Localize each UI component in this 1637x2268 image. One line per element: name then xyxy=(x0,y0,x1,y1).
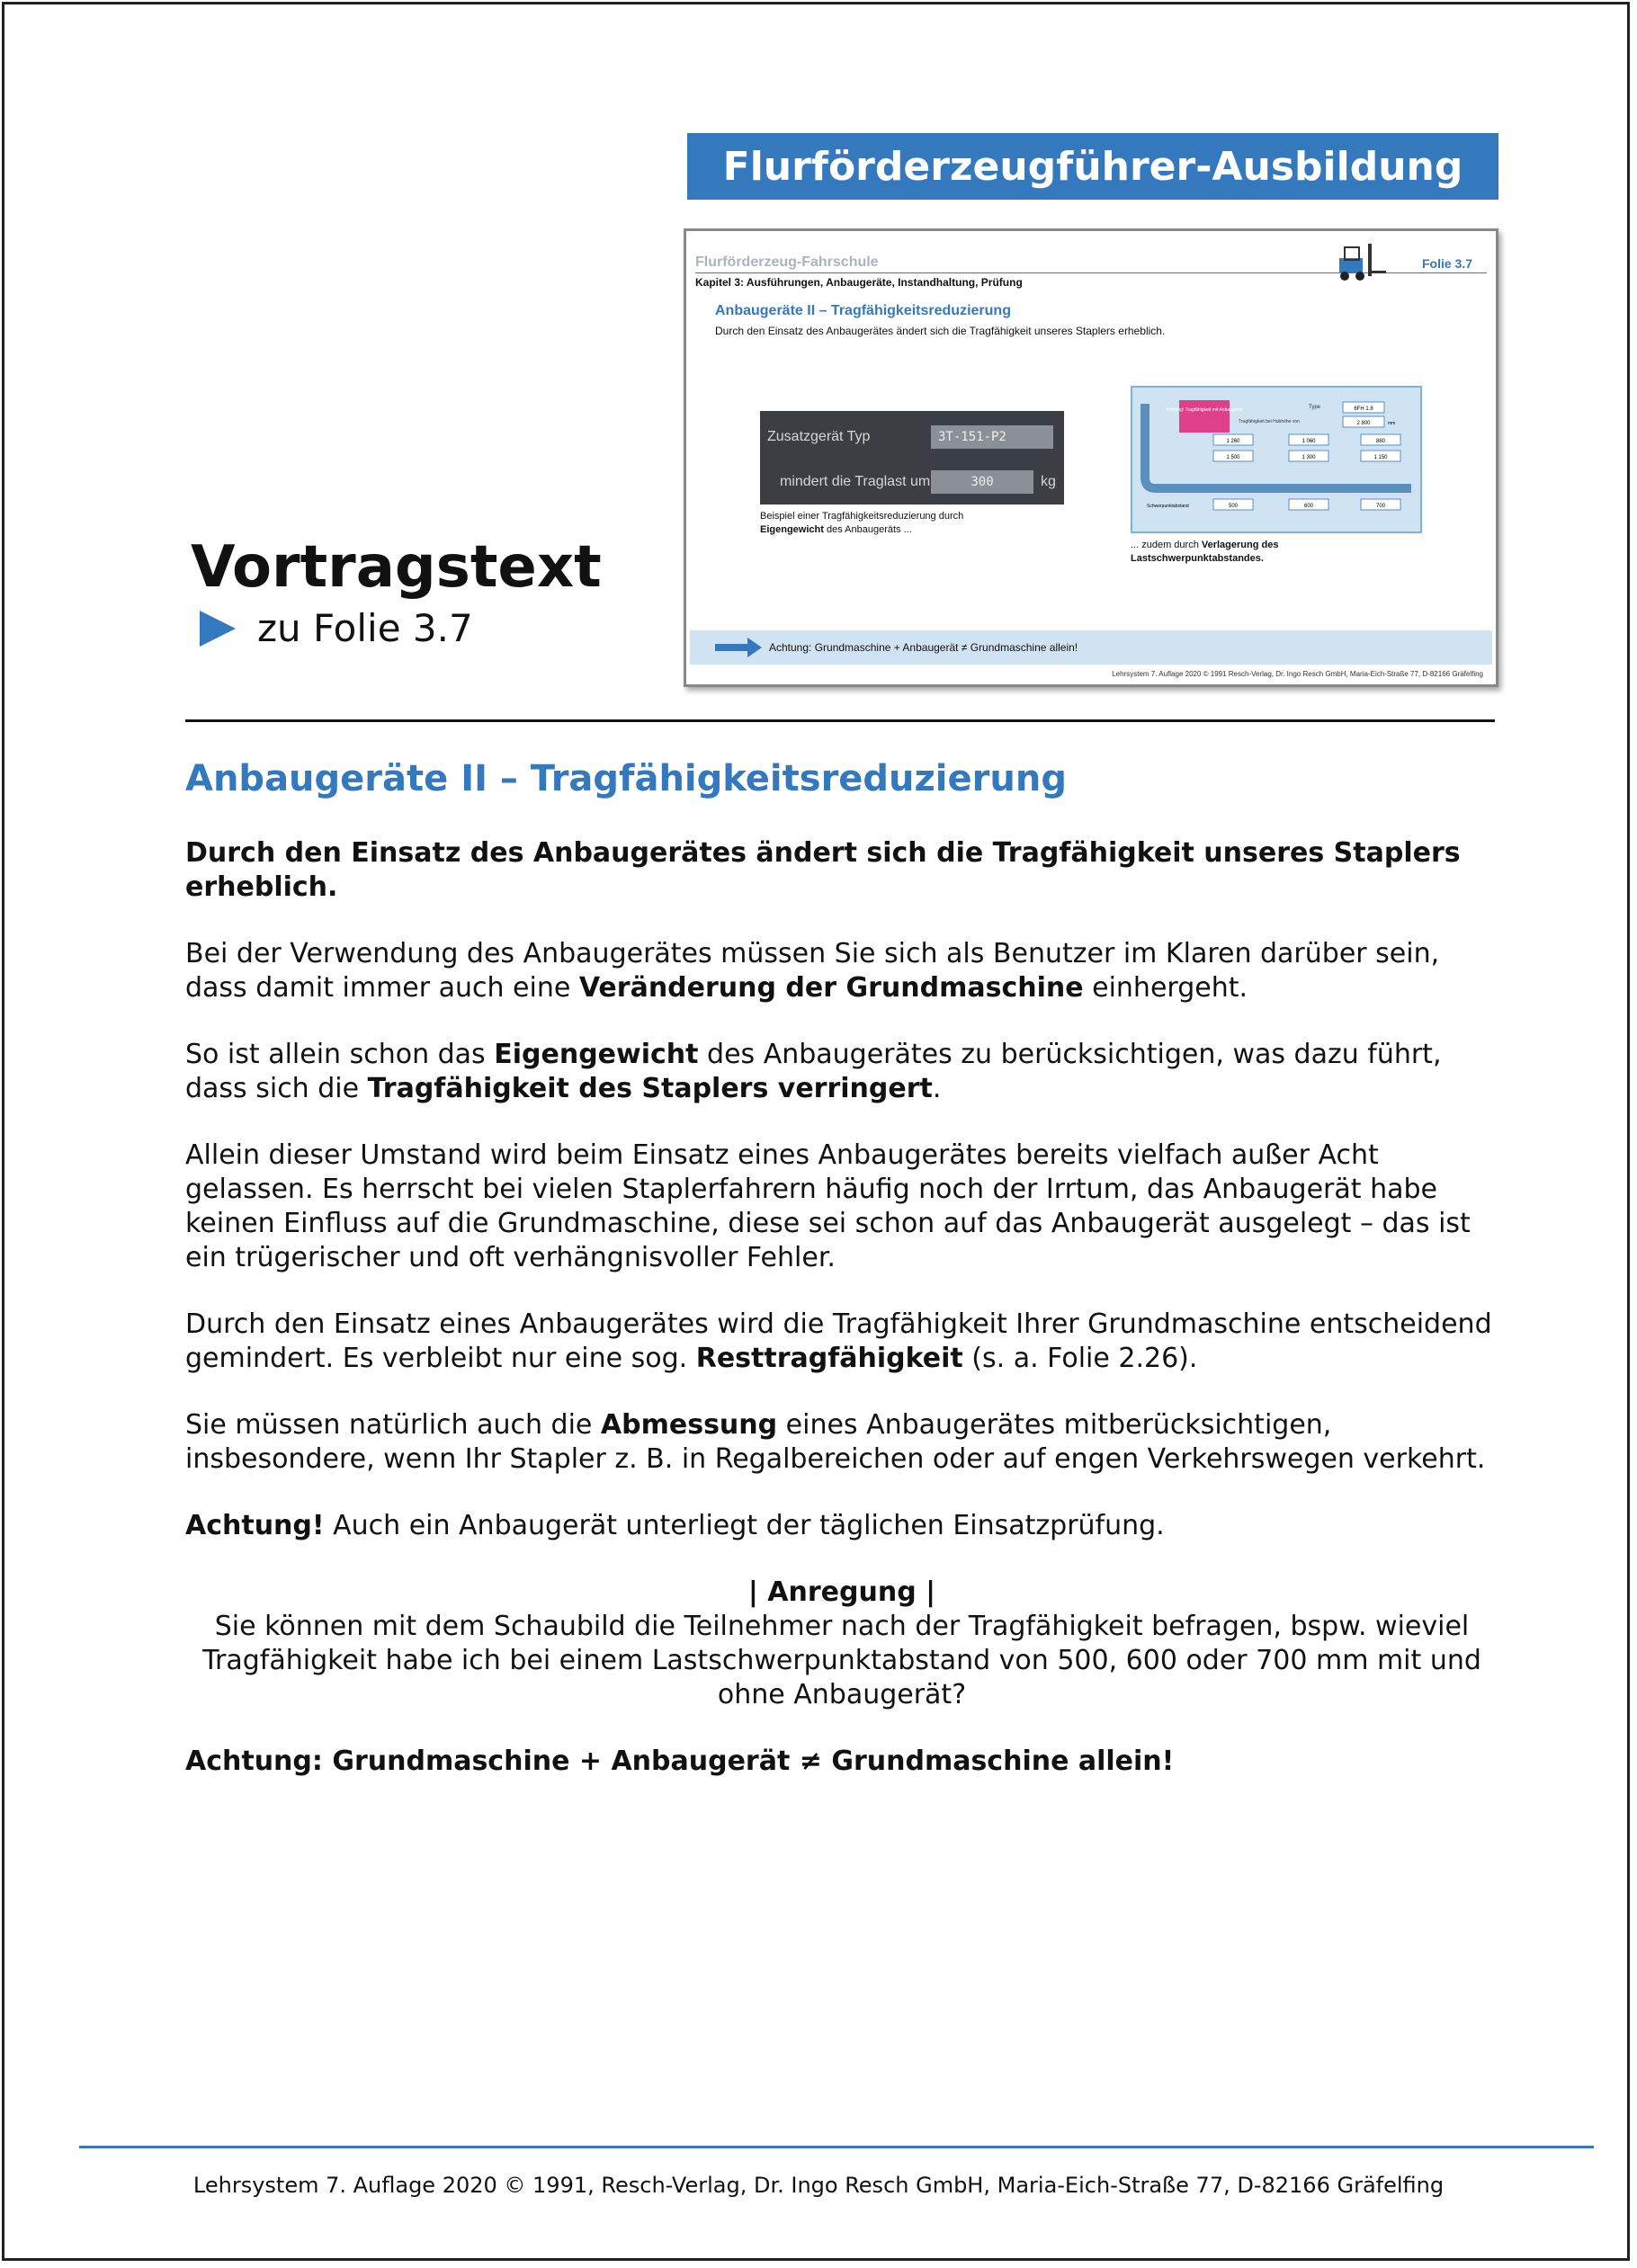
forklift-icon xyxy=(1336,242,1388,281)
diagram-with-value-2: 880 xyxy=(1375,439,1386,444)
p5a: Durch den Einsatz eines Anbaugerätes wird die Tragfähigkeit Ihrer Grundmaschine entscheidend gemindert. Es verbleibt nur eine sog. xyxy=(185,1308,1492,1374)
slide-title: Anbaugeräte II – Tragfähigkeitsreduzierung xyxy=(715,303,1011,318)
p6a: Sie müssen natürlich auch die xyxy=(185,1409,601,1441)
plate-value-2: 300 xyxy=(931,470,1033,494)
caption2-bold-2: Lastschwerpunktabstandes. xyxy=(1131,553,1264,564)
lecture-content xyxy=(185,757,1498,1811)
p2c: einhergeht. xyxy=(1083,972,1248,1004)
diagram-without-value-2: 1 150 xyxy=(1373,455,1388,460)
paragraph-6 xyxy=(185,1408,1498,1477)
final-warning xyxy=(185,1745,1498,1779)
p6c: eines Anbaugerätes mitberücksichtigen, insbesondere, wenn Ihr Stapler z. B. in Regalbereichen oder auf engen Verkehrswegen verkehrt. xyxy=(185,1409,1486,1475)
load-capacity-diagram xyxy=(1131,386,1422,533)
diagram-with-value-0: 1 260 xyxy=(1226,439,1240,444)
slide-chapter: Kapitel 3: Ausführungen, Anbaugeräte, Instandhaltung, Prüfung xyxy=(695,276,1023,289)
slide-brand: Flurförderzeug-Fahrschule xyxy=(695,254,879,270)
paragraph-3 xyxy=(185,1038,1498,1106)
p3a: So ist allein schon das xyxy=(185,1039,495,1070)
slide-copyright: Lehrsystem 7. Auflage 2020 © 1991 Resch-Verlag, Dr. Ingo Resch GmbH, Maria-Eich-Straße 77, D-82166 Gräfelfing xyxy=(1112,670,1483,678)
plate-unit: kg xyxy=(1041,474,1056,489)
paragraph-1 xyxy=(185,836,1498,905)
diagram-tag: Achtung! Tragfähigkeit mit Anbaugerät xyxy=(1166,407,1243,413)
content-heading: Anbaugeräte II – Tragfähigkeitsreduzierung xyxy=(185,758,1067,799)
diagram-mm-label: mm xyxy=(1388,421,1396,426)
p2b: Veränderung der Grundmaschine xyxy=(578,972,1084,1004)
anregung-text: Sie können mit dem Schaubild die Teilnehmer nach der Tragfähigkeit befragen, bspw. wieviel Tragfähigkeit habe ich bei einem Lastschwerpunktabstand von 500, 600 oder 700 mm mit und ohne Anbaugerät? xyxy=(202,1611,1481,1710)
vortrag-subtitle xyxy=(200,606,473,650)
final-text: Achtung: Grundmaschine + Anbaugerät ≠ Grundmaschine allein! xyxy=(185,1746,1175,1777)
slide-caption-2 xyxy=(1131,539,1278,566)
diagram-load-label: Tragfähigkeit bei Hubhöhe von xyxy=(1239,419,1300,424)
diagram-with-value-1: 1 060 xyxy=(1302,439,1316,444)
vortrag-title: Vortragstext xyxy=(191,534,602,601)
paragraph-5 xyxy=(185,1308,1498,1376)
arrow-right-icon xyxy=(715,638,762,657)
slide-footer-note: Achtung: Grundmaschine + Anbaugerät ≠ Grundmaschine allein! xyxy=(769,641,1078,654)
diagram-without-value-0: 1 500 xyxy=(1226,455,1240,460)
paragraph-4: Allein dieser Umstand wird beim Einsatz eines Anbaugerätes bereits vielfach außer Acht gelassen. Es herrscht bei vielen Staplerfahrern häufig noch der Irrtum, das Anbaugerät habe keinen Einfluss auf die Grundmaschine, diese sei schon auf das Anbaugerät ausgelegt – das ist ein trügerischer und oft verhängnisvoller Fehler. xyxy=(185,1139,1471,1273)
p6b: Abmessung xyxy=(600,1409,778,1441)
plate-label-1: Zusatzgerät Typ xyxy=(767,429,871,444)
slide-thumbnail[interactable] xyxy=(684,228,1498,687)
diagram-without-value-1: 1 300 xyxy=(1302,455,1316,460)
type-plate-photo xyxy=(760,411,1064,504)
caption1-line1: Beispiel einer Tragfähigkeitsreduzierung durch xyxy=(760,511,964,522)
footer-divider xyxy=(79,2146,1594,2148)
p7a: Achtung! xyxy=(185,1510,325,1541)
p2a: Bei der Verwendung des Anbaugerätes müssen Sie sich als Benutzer im Klaren darüber sein, dass damit immer auch eine xyxy=(185,938,1440,1004)
caption2-bold-1: Verlagerung des xyxy=(1201,540,1279,550)
p3e: . xyxy=(932,1073,942,1104)
slide-intro: Durch den Einsatz des Anbaugerätes ändert sich die Tragfähigkeit unseres Staplers erheblich. xyxy=(715,325,1166,337)
slide-caption-1 xyxy=(760,510,1066,537)
p3d: Tragfähigkeit des Staplers verringert xyxy=(367,1073,933,1104)
caption1-bold: Eigengewicht xyxy=(760,524,824,535)
fork-diagram xyxy=(1132,388,1420,531)
diagram-schwerpunkt-label: Schwerpunktabstand xyxy=(1147,504,1189,509)
diagram-height-value: 2 800 xyxy=(1356,421,1371,426)
divider xyxy=(185,719,1495,722)
diagram-type-label: Type xyxy=(1309,405,1321,410)
triangle-right-icon xyxy=(200,611,236,647)
paragraph-2 xyxy=(185,937,1498,1005)
page-footer: Lehrsystem 7. Auflage 2020 © 1991, Resch-Verlag, Dr. Ingo Resch GmbH, Maria-Eich-Straße 77, D-82166 Gräfelfing xyxy=(192,2173,1445,2198)
header-banner: Flurförderzeugführer-Ausbildung xyxy=(687,133,1498,200)
p7b: Auch ein Anbaugerät unterliegt der täglichen Einsatzprüfung. xyxy=(324,1510,1165,1541)
anregung-block xyxy=(185,1576,1498,1712)
diagram-values xyxy=(1213,434,1400,510)
p1-text: Durch den Einsatz des Anbaugerätes ändert sich die Tragfähigkeit unseres Staplers erheblich. xyxy=(185,837,1461,903)
p5b: Resttragfähigkeit xyxy=(695,1343,963,1374)
diagram-distance-1: 600 xyxy=(1303,504,1314,509)
paragraph-7 xyxy=(185,1509,1498,1543)
plate-label-2: mindert die Traglast um xyxy=(780,474,931,489)
slide-folie-number: Folie 3.7 xyxy=(1421,256,1472,271)
caption1-rest: des Anbaugeräts ... xyxy=(823,524,912,535)
diagram-distance-2: 700 xyxy=(1375,504,1386,509)
p3c: des Anbaugerätes zu berücksichtigen, was dazu führt, dass sich die xyxy=(185,1039,1442,1104)
diagram-type-value: 6FH 1.8 xyxy=(1354,406,1373,412)
p5c: (s. a. Folie 2.26). xyxy=(962,1343,1198,1374)
anregung-title: | Anregung | xyxy=(747,1576,936,1608)
diagram-distance-0: 500 xyxy=(1228,504,1239,509)
plate-value-1: 3T-151-P2 xyxy=(931,425,1053,449)
p3b: Eigengewicht xyxy=(494,1039,699,1070)
vortrag-sub-text: zu Folie 3.7 xyxy=(257,606,473,650)
caption2-start: ... zudem durch xyxy=(1131,540,1202,550)
